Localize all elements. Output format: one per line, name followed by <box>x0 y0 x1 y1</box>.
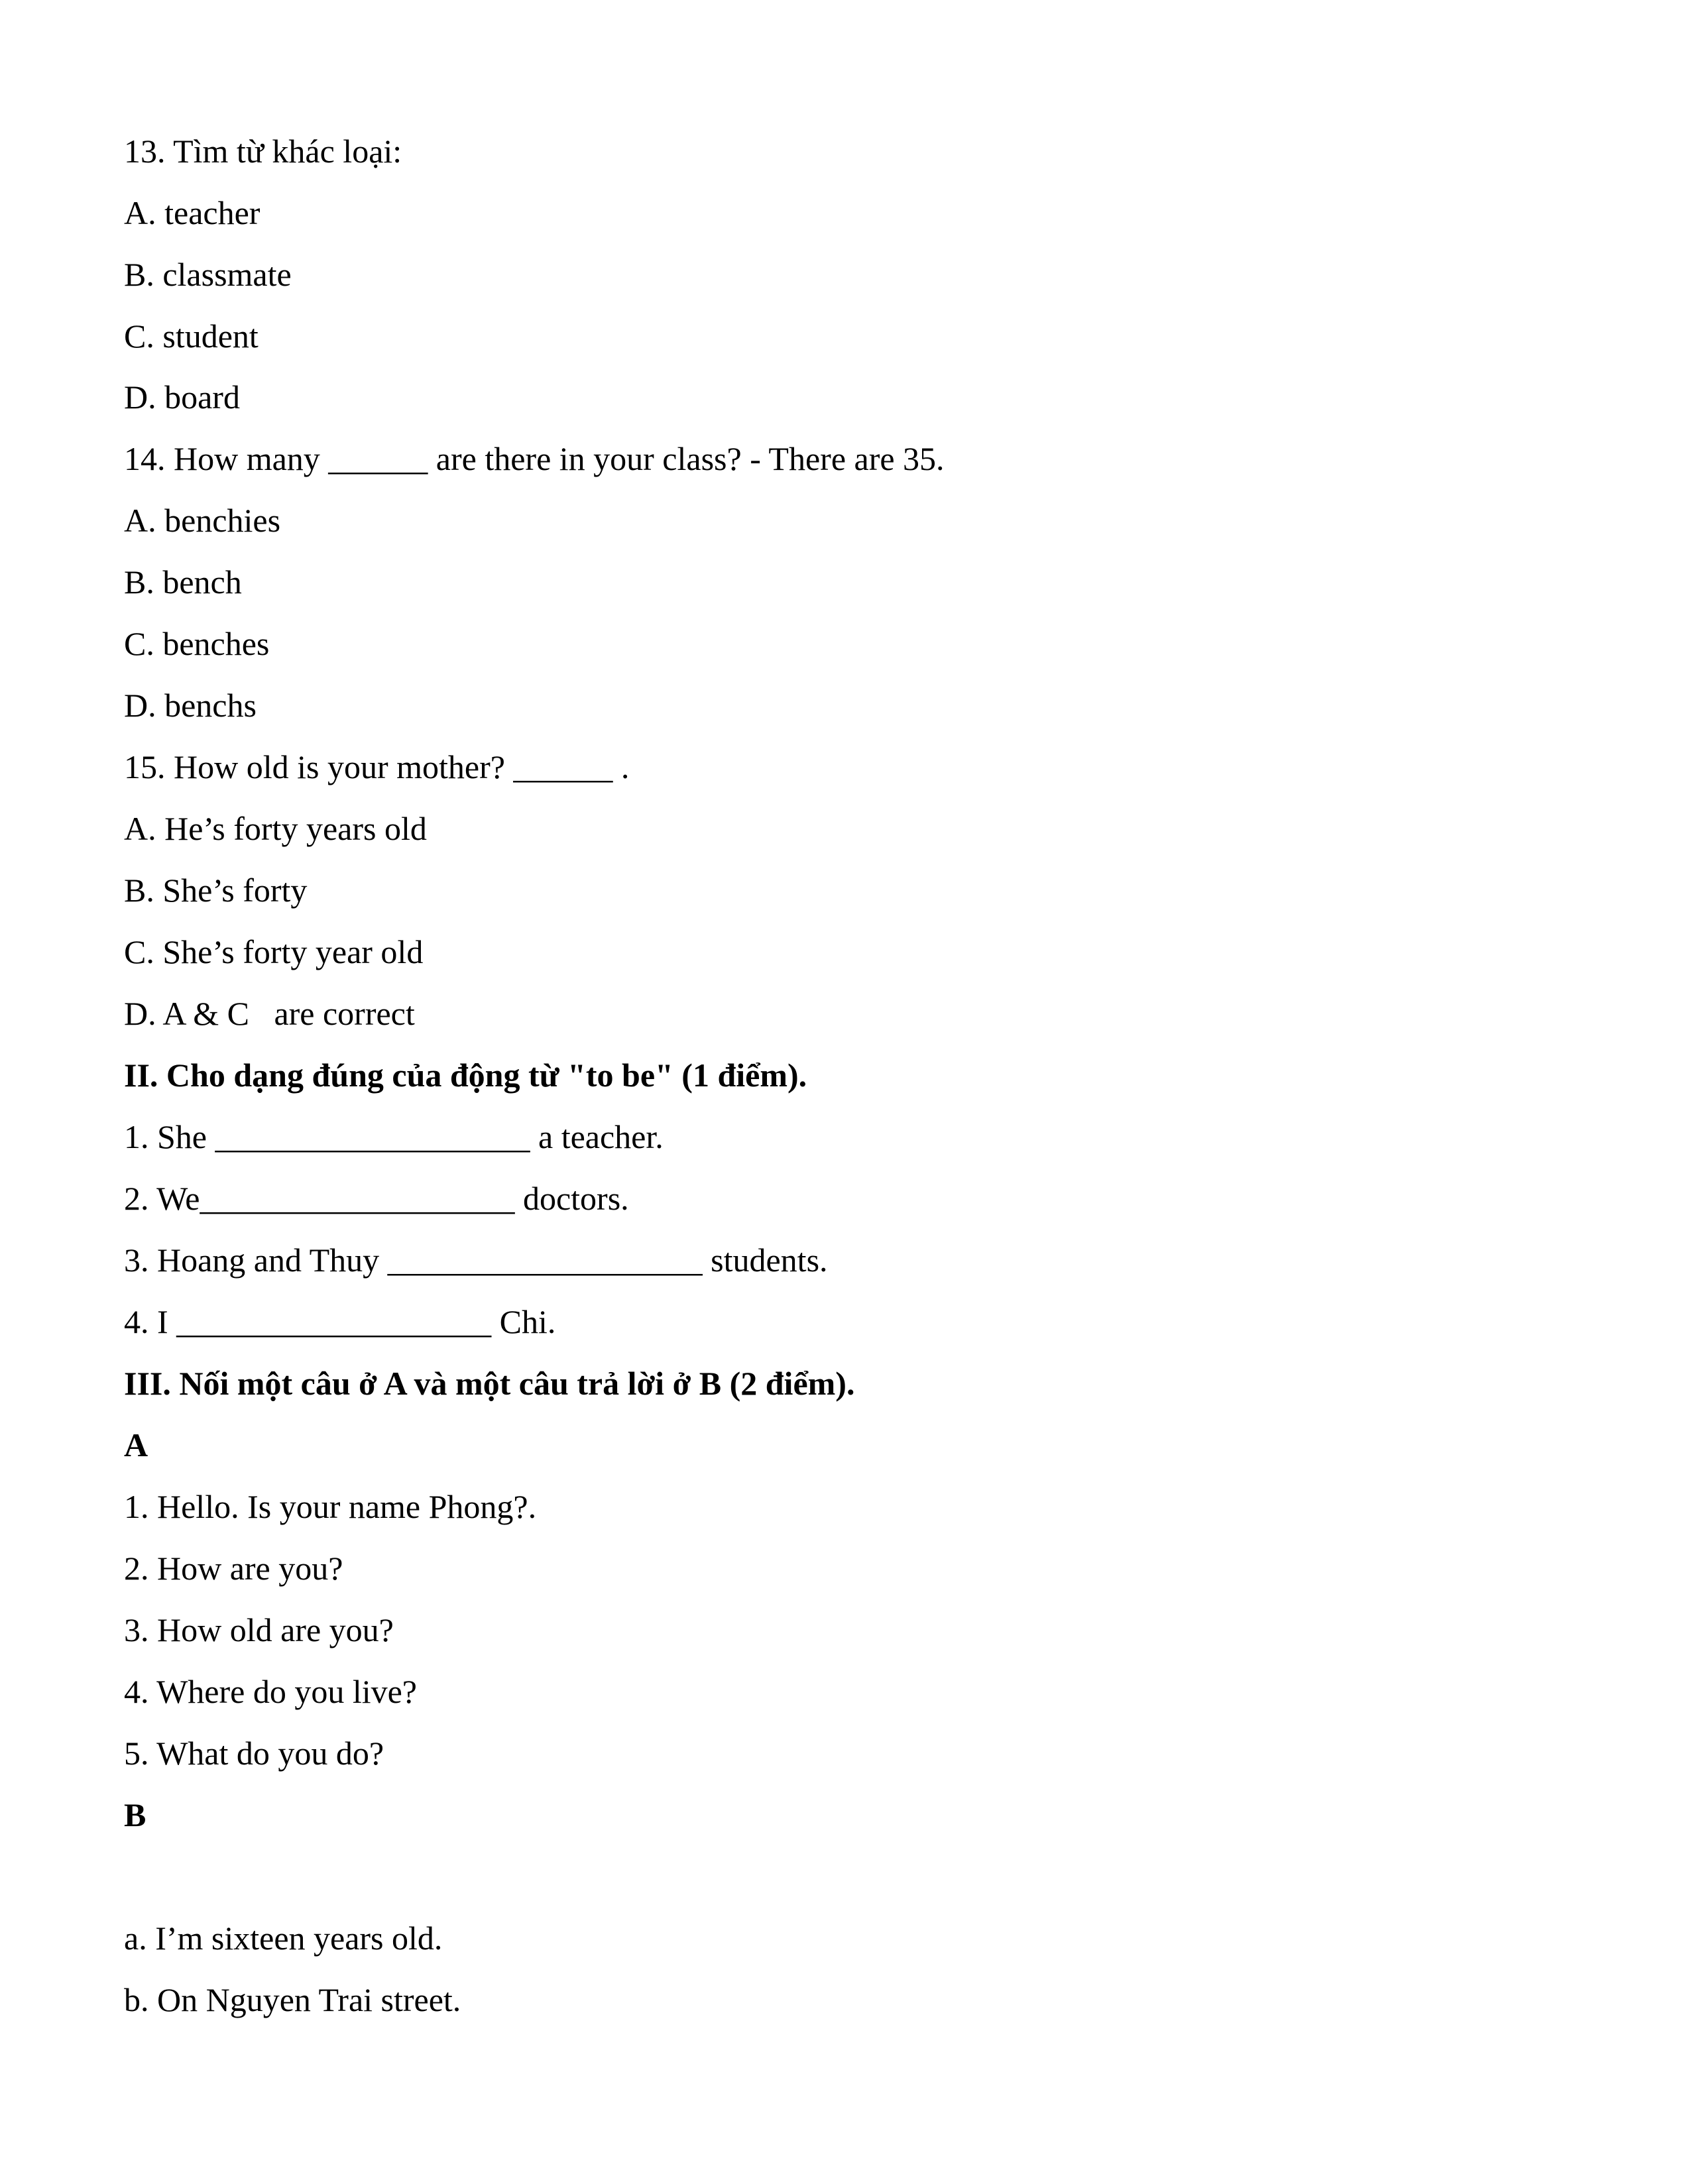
column-a-item-1: 1. Hello. Is your name Phong?. <box>124 1488 537 1525</box>
column-b-item-a: a. I’m sixteen years old. <box>124 1920 443 1957</box>
question-14-option-b: B. bench <box>124 563 242 601</box>
question-13-option-a: A. teacher <box>124 194 261 231</box>
question-13-option-c: C. student <box>124 317 259 355</box>
section-ii-heading: II. Cho dạng đúng của động từ "to be" (1 điểm). <box>124 1057 807 1094</box>
question-15-option-b: B. She’s forty <box>124 872 308 909</box>
section-iii-heading: III. Nối một câu ở A và một câu trả lời ở B (2 điểm). <box>124 1365 855 1402</box>
question-14-option-c: C. benches <box>124 625 270 662</box>
column-a-label: A <box>124 1426 148 1464</box>
question-13-option-b: B. classmate <box>124 256 292 293</box>
question-15-option-c: C. She’s forty year old <box>124 933 424 970</box>
question-15-prompt: 15. How old is your mother? ______ . <box>124 748 630 785</box>
question-15-option-d: D. A & C are correct <box>124 995 415 1032</box>
question-14-option-d: D. benchs <box>124 687 257 724</box>
section-ii-item-2: 2. We___________________ doctors. <box>124 1180 629 1217</box>
column-b-label: B <box>124 1796 146 1833</box>
question-15-option-a: A. He’s forty years old <box>124 810 427 847</box>
section-ii-item-1: 1. She ___________________ a teacher. <box>124 1118 664 1155</box>
column-a-item-5: 5. What do you do? <box>124 1735 384 1772</box>
section-ii-item-3: 3. Hoang and Thuy ___________________ students. <box>124 1241 828 1279</box>
column-a-item-2: 2. How are you? <box>124 1550 343 1587</box>
question-13-prompt: 13. Tìm từ khác loại: <box>124 133 402 170</box>
section-ii-item-4: 4. I ___________________ Chi. <box>124 1303 556 1340</box>
question-13-option-d: D. board <box>124 378 240 416</box>
question-14-prompt: 14. How many ______ are there in your class? - There are 35. <box>124 440 945 477</box>
column-b-item-b: b. On Nguyen Trai street. <box>124 1981 461 2018</box>
column-a-item-4: 4. Where do you live? <box>124 1673 417 1710</box>
question-14-option-a: A. benchies <box>124 502 281 539</box>
column-a-item-3: 3. How old are you? <box>124 1611 394 1648</box>
